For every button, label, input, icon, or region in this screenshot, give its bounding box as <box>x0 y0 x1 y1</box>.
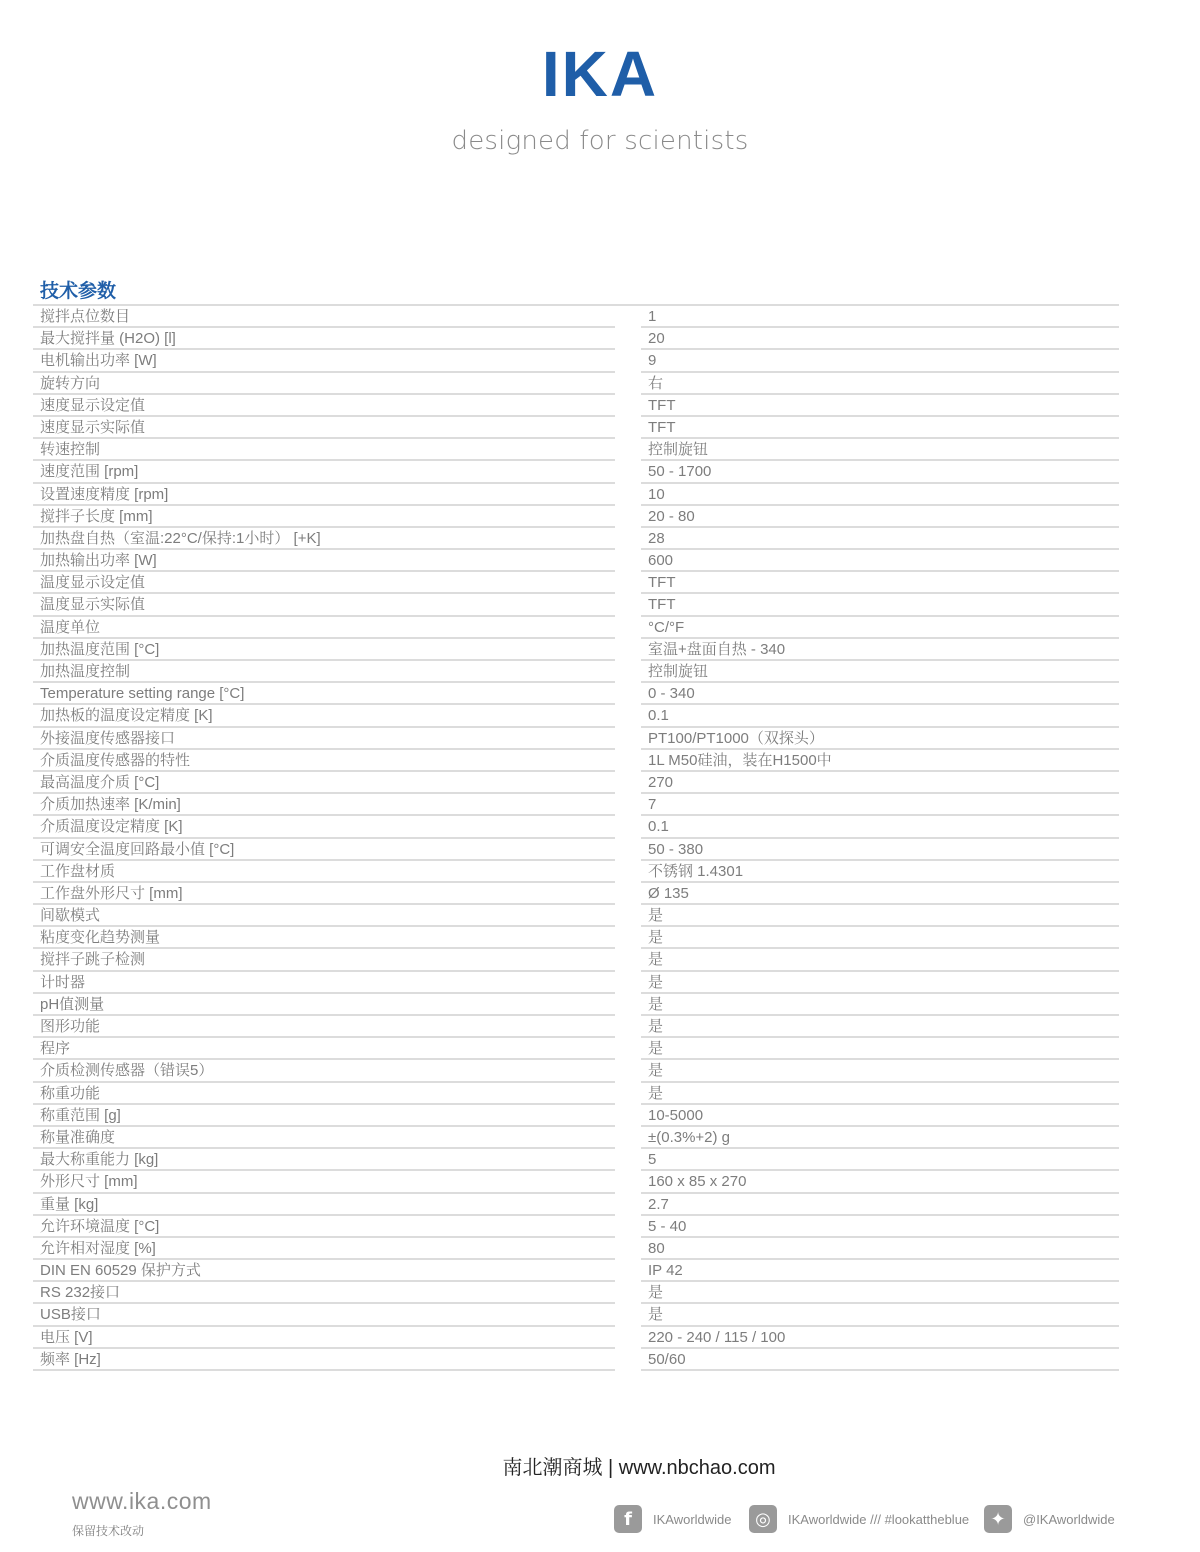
spec-row <box>33 617 1119 639</box>
twitter-handle: @IKAworldwide <box>1023 1511 1115 1527</box>
spec-value: TFT <box>641 594 1119 616</box>
spec-label: 转速控制 <box>33 439 615 461</box>
spec-label: 速度范围 [rpm] <box>33 461 615 483</box>
spec-row <box>33 927 1119 949</box>
spec-row <box>33 1083 1119 1105</box>
spec-value: 控制旋钮 <box>641 439 1119 461</box>
spec-row <box>33 1260 1119 1282</box>
spec-label: 加热板的温度设定精度 [K] <box>33 705 615 727</box>
spec-value: 是 <box>641 949 1119 971</box>
spec-value: Ø 135 <box>641 883 1119 905</box>
spec-row <box>33 328 1119 350</box>
spec-value: PT100/PT1000（双探头） <box>641 728 1119 750</box>
spec-row <box>33 306 1119 328</box>
spec-label: 外形尺寸 [mm] <box>33 1171 615 1193</box>
spec-value: 是 <box>641 1282 1119 1304</box>
spec-row <box>33 439 1119 461</box>
spec-label: 允许环境温度 [°C] <box>33 1216 615 1238</box>
spec-value: IP 42 <box>641 1260 1119 1282</box>
brand-header <box>0 38 1200 156</box>
spec-row <box>33 572 1119 594</box>
spec-row <box>33 461 1119 483</box>
spec-row <box>33 683 1119 705</box>
spec-label: 加热温度控制 <box>33 661 615 683</box>
spec-label: RS 232接口 <box>33 1282 615 1304</box>
spec-row <box>33 484 1119 506</box>
section-title: 技术参数 <box>40 281 117 302</box>
spec-row <box>33 1060 1119 1082</box>
spec-row <box>33 506 1119 528</box>
spec-value: 600 <box>641 550 1119 572</box>
spec-label: 搅拌子长度 [mm] <box>33 506 615 528</box>
spec-value: TFT <box>641 395 1119 417</box>
spec-value: 0 - 340 <box>641 683 1119 705</box>
spec-label: 粘度变化趋势测量 <box>33 927 615 949</box>
spec-label: 加热输出功率 [W] <box>33 550 615 572</box>
twitter-link[interactable] <box>984 1504 1115 1534</box>
spec-row <box>33 1304 1119 1326</box>
spec-row <box>33 1016 1119 1038</box>
spec-value: 50 - 1700 <box>641 461 1119 483</box>
spec-value: 0.1 <box>641 705 1119 727</box>
spec-value: 是 <box>641 1060 1119 1082</box>
spec-row <box>33 373 1119 395</box>
spec-row <box>33 750 1119 772</box>
spec-row <box>33 883 1119 905</box>
spec-label: USB接口 <box>33 1304 615 1326</box>
spec-label: Temperature setting range [°C] <box>33 683 615 705</box>
spec-value: 是 <box>641 994 1119 1016</box>
facebook-link[interactable] <box>614 1504 732 1534</box>
spec-label: 速度显示设定值 <box>33 395 615 417</box>
spec-value: 270 <box>641 772 1119 794</box>
spec-label: 重量 [kg] <box>33 1194 615 1216</box>
spec-label: 介质检测传感器（错误5） <box>33 1060 615 1082</box>
spec-label: 温度显示设定值 <box>33 572 615 594</box>
spec-value: 5 - 40 <box>641 1216 1119 1238</box>
spec-label: 最大称重能力 [kg] <box>33 1149 615 1171</box>
spec-value: 50/60 <box>641 1349 1119 1371</box>
spec-label: 最高温度介质 [°C] <box>33 772 615 794</box>
spec-value: 20 <box>641 328 1119 350</box>
spec-value: 1L M50硅油，装在H1500中 <box>641 750 1119 772</box>
spec-value: 2.7 <box>641 1194 1119 1216</box>
spec-row <box>33 1038 1119 1060</box>
spec-label: 介质加热速率 [K/min] <box>33 794 615 816</box>
spec-value: 80 <box>641 1238 1119 1260</box>
spec-label: 温度显示实际值 <box>33 594 615 616</box>
spec-row <box>33 1216 1119 1238</box>
technical-changes-note: 保留技术改动 <box>72 1524 145 1538</box>
spec-row <box>33 905 1119 927</box>
spec-label: 温度单位 <box>33 617 615 639</box>
instagram-link[interactable] <box>749 1504 969 1534</box>
spec-value: 1 <box>641 306 1119 328</box>
spec-label: 介质温度传感器的特性 <box>33 750 615 772</box>
instagram-handle: IKAworldwide /// #lookattheblue <box>788 1511 970 1527</box>
spec-row <box>33 528 1119 550</box>
spec-value: TFT <box>641 417 1119 439</box>
spec-value: 5 <box>641 1149 1119 1171</box>
spec-row <box>33 949 1119 971</box>
spec-label: 称重功能 <box>33 1083 615 1105</box>
spec-row <box>33 1327 1119 1349</box>
spec-row <box>33 861 1119 883</box>
spec-value: 是 <box>641 1038 1119 1060</box>
spec-value: 0.1 <box>641 816 1119 838</box>
spec-label: 称量准确度 <box>33 1127 615 1149</box>
spec-row <box>33 1127 1119 1149</box>
spec-value: 28 <box>641 528 1119 550</box>
spec-label: 间歇模式 <box>33 905 615 927</box>
spec-row <box>33 1105 1119 1127</box>
spec-label: 程序 <box>33 1038 615 1060</box>
spec-value: 控制旋钮 <box>641 661 1119 683</box>
spec-value: 160 x 85 x 270 <box>641 1171 1119 1193</box>
spec-value: 是 <box>641 905 1119 927</box>
spec-label: 搅拌子跳子检测 <box>33 949 615 971</box>
spec-value: 室温+盘面自热 - 340 <box>641 639 1119 661</box>
tagline: designed for scientists <box>451 126 749 156</box>
spec-row <box>33 994 1119 1016</box>
spec-row <box>33 550 1119 572</box>
spec-row <box>33 972 1119 994</box>
spec-row <box>33 728 1119 750</box>
spec-label: 可调安全温度回路最小值 [°C] <box>33 839 615 861</box>
spec-row <box>33 350 1119 372</box>
website-link[interactable]: www.ika.com <box>72 1488 212 1514</box>
spec-row <box>33 1282 1119 1304</box>
spec-row <box>33 772 1119 794</box>
spec-row <box>33 639 1119 661</box>
spec-label: 搅拌点位数目 <box>33 306 615 328</box>
spec-value: 10-5000 <box>641 1105 1119 1127</box>
spec-row <box>33 661 1119 683</box>
ika-logo: IKA <box>541 38 659 110</box>
spec-label: 外接温度传感器接口 <box>33 728 615 750</box>
promo-line: 南北潮商城 | www.nbchao.com <box>502 1457 776 1479</box>
spec-label: 称重范围 [g] <box>33 1105 615 1127</box>
spec-label: 图形功能 <box>33 1016 615 1038</box>
spec-value: 是 <box>641 1083 1119 1105</box>
spec-label: 速度显示实际值 <box>33 417 615 439</box>
spec-row <box>33 1349 1119 1371</box>
spec-label: 电机输出功率 [W] <box>33 350 615 372</box>
spec-label: 加热温度范围 [°C] <box>33 639 615 661</box>
spec-row <box>33 594 1119 616</box>
spec-row <box>33 816 1119 838</box>
spec-value: 是 <box>641 1016 1119 1038</box>
spec-row <box>33 1149 1119 1171</box>
spec-row <box>33 794 1119 816</box>
spec-row <box>33 1171 1119 1193</box>
spec-label: 旋转方向 <box>33 373 615 395</box>
spec-value: 7 <box>641 794 1119 816</box>
spec-value: TFT <box>641 572 1119 594</box>
facebook-handle: IKAworldwide <box>653 1511 732 1527</box>
spec-label: 加热盘自热（室温:22°C/保持:1小时） [+K] <box>33 528 615 550</box>
spec-value: 是 <box>641 927 1119 949</box>
spec-row <box>33 839 1119 861</box>
spec-label: 设置速度精度 [rpm] <box>33 484 615 506</box>
spec-value: 右 <box>641 373 1119 395</box>
spec-value: ±(0.3%+2) g <box>641 1127 1119 1149</box>
spec-label: 频率 [Hz] <box>33 1349 615 1371</box>
spec-label: 介质温度设定精度 [K] <box>33 816 615 838</box>
spec-row <box>33 705 1119 727</box>
spec-value: 10 <box>641 484 1119 506</box>
spec-label: 允许相对湿度 [%] <box>33 1238 615 1260</box>
spec-label: DIN EN 60529 保护方式 <box>33 1260 615 1282</box>
instagram-icon: ◎ <box>749 1505 777 1533</box>
spec-row <box>33 417 1119 439</box>
spec-value: 是 <box>641 1304 1119 1326</box>
spec-label: 计时器 <box>33 972 615 994</box>
spec-label: 电压 [V] <box>33 1327 615 1349</box>
spec-value: 20 - 80 <box>641 506 1119 528</box>
spec-row <box>33 1194 1119 1216</box>
spec-row <box>33 395 1119 417</box>
spec-row <box>33 1238 1119 1260</box>
twitter-icon: ✦ <box>984 1505 1012 1533</box>
spec-table <box>33 304 1119 1371</box>
spec-value: 9 <box>641 350 1119 372</box>
spec-value: 不锈钢 1.4301 <box>641 861 1119 883</box>
spec-value: 是 <box>641 972 1119 994</box>
spec-label: pH值测量 <box>33 994 615 1016</box>
spec-value: 220 - 240 / 115 / 100 <box>641 1327 1119 1349</box>
facebook-icon: f <box>614 1505 642 1533</box>
spec-label: 工作盘材质 <box>33 861 615 883</box>
spec-label: 工作盘外形尺寸 [mm] <box>33 883 615 905</box>
spec-label: 最大搅拌量 (H2O) [l] <box>33 328 615 350</box>
spec-value: °C/°F <box>641 617 1119 639</box>
spec-value: 50 - 380 <box>641 839 1119 861</box>
